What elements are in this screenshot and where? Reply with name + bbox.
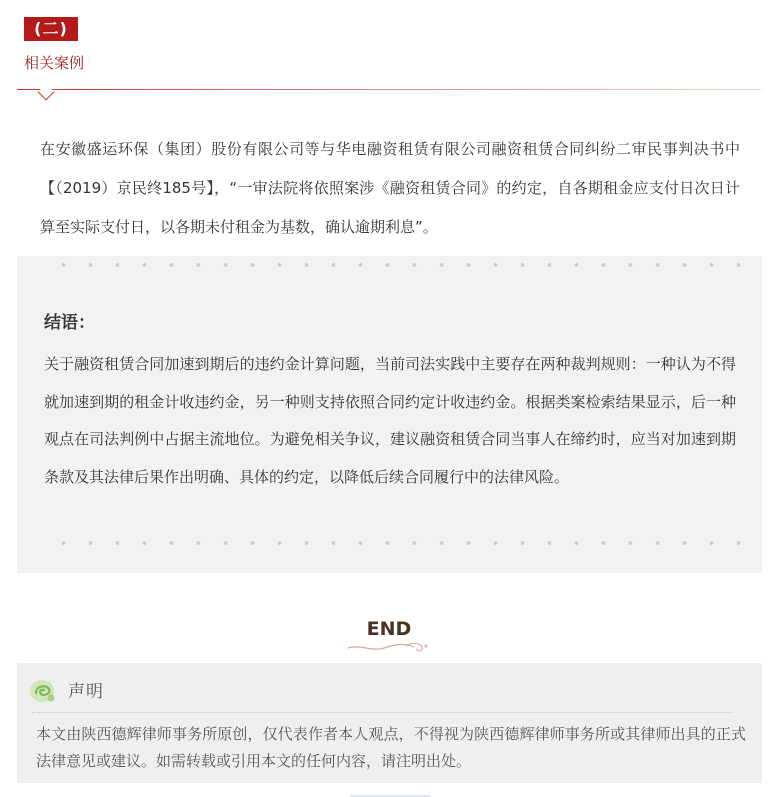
notice-divider	[32, 712, 732, 713]
green-swirl-icon	[29, 678, 57, 704]
section-divider	[17, 89, 761, 90]
summary-box	[17, 256, 762, 573]
section-number-badge: (二)	[24, 17, 78, 41]
summary-paragraph: 关于融资租赁合同加速到期后的违约金计算问题，当前司法实践中主要存在两种裁判规则：一种认为不得就加速到期的租金计收违约金，另一种则支持依照合同约定计收违约金。根据类案检索结果显示，后一种观点在司法判例中占据主流地位。为避免相关争议，建议融资租赁合同当事人在缔约时，应当对加速到期条款及其法律后果作出明确、具体的约定，以降低后续合同履行中的法律风险。	[44, 355, 736, 486]
notice-title: 声明	[68, 682, 104, 702]
notice-box	[17, 663, 762, 783]
notice-paragraph: 本文由陕西德辉律师事务所原创，仅代表作者本人观点，不得视为陕西德辉律师事务所或其律师出具的正式法律意见或建议。如需转载或引用本文的任何内容，请注明出处。	[36, 725, 746, 770]
end-label: END	[366, 618, 412, 640]
end-swirl-icon	[346, 640, 432, 654]
dot-border-bottom	[50, 541, 750, 545]
dot-border-top	[50, 263, 750, 267]
section-title: 相关案例	[24, 54, 85, 72]
case-paragraph: 在安徽盛运环保（集团）股份有限公司等与华电融资租赁有限公司融资租赁合同纠纷二审民事判决书中【（2019）京民终185号】，“一审法院将依照案涉《融资租赁合同》的约定，自各期租金应支付日次日计算至实际支付日，以各期未付租金为基数，确认逾期利息”。	[40, 140, 740, 236]
divider-notch-icon	[38, 84, 55, 101]
summary-title: 结语：	[44, 313, 95, 333]
